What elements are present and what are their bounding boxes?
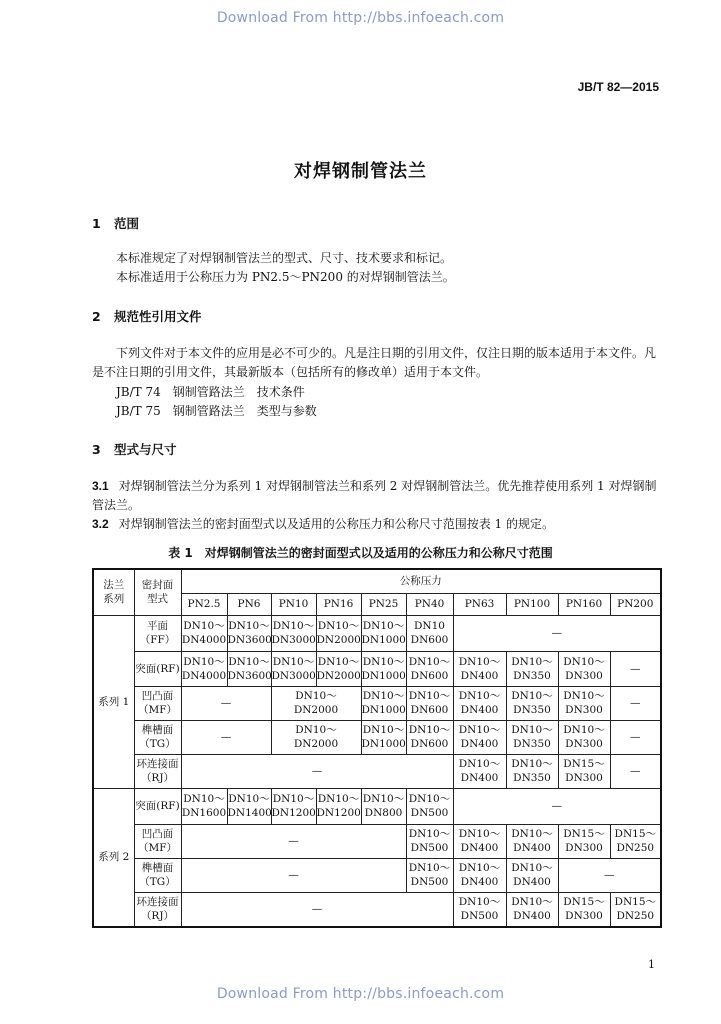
paragraph: 本标准规定了对焊钢制管法兰的型式、尺寸、技术要求和标记。 xyxy=(116,251,453,265)
range-cell: DN10～ DN600 xyxy=(406,686,453,720)
range-cell: DN10～ DN800 xyxy=(361,788,406,824)
range-cell: DN10～ DN400 xyxy=(453,858,506,892)
face-cell: 凹凸面 （MF） xyxy=(134,686,181,720)
table-header-row xyxy=(93,569,661,593)
range-cell: DN10～ DN2000 xyxy=(316,651,361,686)
face-cell: 突面(RF) xyxy=(134,788,181,824)
pressure-cell: PN2.5 xyxy=(181,593,227,615)
range-cell: DN10～ DN400 xyxy=(453,824,506,858)
range-cell: DN10～ DN400 xyxy=(506,892,558,927)
section-number: 1 xyxy=(92,216,101,231)
section-number: 2 xyxy=(92,309,101,324)
range-cell: DN10～ DN300 xyxy=(558,720,610,754)
table-row xyxy=(93,754,661,788)
reference-item: JB/T 75 钢制管路法兰 类型与参数 xyxy=(116,404,317,418)
range-cell: DN10～ DN3000 xyxy=(271,651,316,686)
na-cell: — xyxy=(453,615,661,651)
pressure-cell: PN16 xyxy=(316,593,361,615)
header-pressure: 公称压力 xyxy=(181,569,661,593)
clause-text: 对焊钢制管法兰分为系列 1 对焊钢制管法兰和系列 2 对焊钢制管法兰。优先推荐使用系列 1 对焊钢制管法兰。 xyxy=(92,479,657,512)
range-cell: DN10～ DN350 xyxy=(506,720,558,754)
range-cell: DN10～ DN4000 xyxy=(181,615,227,651)
range-cell: DN10～ DN500 xyxy=(453,892,506,927)
na-cell: — xyxy=(181,686,271,720)
paragraph: 本标准适用于公称压力为 PN2.5～PN200 的对焊钢制管法兰。 xyxy=(116,270,455,284)
na-cell: — xyxy=(610,686,661,720)
table-caption: 表 1 对焊钢制管法兰的密封面型式以及适用的公称压力和公称尺寸范围 xyxy=(168,546,553,560)
watermark-top: Download From http://bbs.infoeach.com xyxy=(216,10,505,26)
section-1-body xyxy=(92,249,660,287)
clause-number: 3.1 xyxy=(92,479,109,493)
face-cell: 环连接面 （RJ） xyxy=(134,892,181,927)
face-cell: 榫槽面 （TG） xyxy=(134,720,181,754)
range-cell: DN10～ DN1200 xyxy=(316,788,361,824)
range-cell: DN10～ DN2000 xyxy=(271,720,361,754)
clause-3-2 xyxy=(92,515,660,534)
pressure-cell: PN200 xyxy=(610,593,661,615)
pressure-cell: PN10 xyxy=(271,593,316,615)
range-cell: DN10～ DN1400 xyxy=(227,788,271,824)
na-cell: — xyxy=(181,824,406,858)
table-row xyxy=(93,615,661,651)
range-cell: DN10～ DN300 xyxy=(558,651,610,686)
pressure-cell: PN40 xyxy=(406,593,453,615)
section-title: 范围 xyxy=(114,216,140,231)
pressure-cell: PN25 xyxy=(361,593,406,615)
range-cell: DN10～ DN1000 xyxy=(361,615,406,651)
paragraph: 下列文件对于本文件的应用是必不可少的。凡是注日期的引用文件，仅注日期的版本适用于本文件。凡是不注日期的引用文件，其最新版本（包括所有的修改单）适用于本文件。 xyxy=(92,346,657,379)
range-cell: DN10～ DN3600 xyxy=(227,651,271,686)
table-row xyxy=(93,858,661,892)
range-cell: DN10～ DN400 xyxy=(506,858,558,892)
range-cell: DN10～ DN3600 xyxy=(227,615,271,651)
range-cell: DN10～ DN400 xyxy=(453,754,506,788)
range-cell: DN10～ DN600 xyxy=(406,720,453,754)
range-cell: DN15～ DN300 xyxy=(558,892,610,927)
range-cell: DN10～ DN1000 xyxy=(361,686,406,720)
na-cell: — xyxy=(181,892,453,927)
range-cell: DN10～ DN400 xyxy=(453,686,506,720)
na-cell: — xyxy=(558,858,661,892)
na-cell: — xyxy=(181,720,271,754)
range-cell: DN15～ DN250 xyxy=(610,824,661,858)
page-number: 1 xyxy=(648,958,655,971)
face-cell: 榫槽面 （TG） xyxy=(134,858,181,892)
range-cell: DN10～ DN1000 xyxy=(361,720,406,754)
pressure-cell: PN6 xyxy=(227,593,271,615)
na-cell: — xyxy=(610,754,661,788)
pressure-cell: PN63 xyxy=(453,593,506,615)
clause-text: 对焊钢制管法兰的密封面型式以及适用的公称压力和公称尺寸范围按表 1 的规定。 xyxy=(118,517,554,531)
table-row xyxy=(93,720,661,754)
range-cell: DN10～ DN350 xyxy=(506,754,558,788)
section-title: 规范性引用文件 xyxy=(114,309,202,324)
range-cell: DN10～ DN400 xyxy=(453,720,506,754)
na-cell: — xyxy=(181,858,406,892)
range-cell: DN10～ DN3000 xyxy=(271,615,316,651)
range-cell: DN15～ DN300 xyxy=(558,754,610,788)
na-cell: — xyxy=(610,720,661,754)
range-cell: DN10～ DN500 xyxy=(406,824,453,858)
table-row xyxy=(93,824,661,858)
range-cell: DN10～ DN2000 xyxy=(316,615,361,651)
range-cell: DN10～ DN400 xyxy=(453,651,506,686)
face-cell: 环连接面 （RJ） xyxy=(134,754,181,788)
flange-spec-table xyxy=(92,568,662,928)
na-cell: — xyxy=(181,754,453,788)
range-cell: DN15～ DN300 xyxy=(558,824,610,858)
range-cell: DN10～ DN500 xyxy=(406,788,453,824)
standard-code: JB/T 82—2015 xyxy=(577,80,659,94)
section-2-body xyxy=(92,344,660,382)
pressure-cell: PN100 xyxy=(506,593,558,615)
pressure-cell: PN160 xyxy=(558,593,610,615)
section-number: 3 xyxy=(92,442,101,457)
range-cell: DN10～ DN350 xyxy=(506,686,558,720)
na-cell: — xyxy=(610,651,661,686)
clause-3-1 xyxy=(92,477,660,515)
header-face: 密封面型式 xyxy=(134,569,181,615)
table-row xyxy=(93,686,661,720)
range-cell: DN10 DN600 xyxy=(406,615,453,651)
table-row xyxy=(93,788,661,824)
range-cell: DN10～ DN400 xyxy=(506,824,558,858)
table-row xyxy=(93,892,661,927)
watermark-bottom: Download From http://bbs.infoeach.com xyxy=(216,986,505,1002)
series-label: 系列 1 xyxy=(93,615,134,788)
range-cell: DN10～ DN500 xyxy=(406,858,453,892)
range-cell: DN10～ DN350 xyxy=(506,651,558,686)
table-row xyxy=(93,651,661,686)
na-cell: — xyxy=(453,788,661,824)
range-cell: DN15～ DN250 xyxy=(610,892,661,927)
range-cell: DN10～ DN300 xyxy=(558,686,610,720)
face-cell: 平面 （FF） xyxy=(134,615,181,651)
section-2-heading xyxy=(92,307,202,325)
range-cell: DN10～ DN1600 xyxy=(181,788,227,824)
range-cell: DN10～ DN2000 xyxy=(271,686,361,720)
section-title: 型式与尺寸 xyxy=(114,442,177,457)
header-series: 法兰系列 xyxy=(93,569,134,615)
face-cell: 凹凸面 （MF） xyxy=(134,824,181,858)
range-cell: DN10～ DN1000 xyxy=(361,651,406,686)
section-3-heading xyxy=(92,440,177,458)
document-title: 对焊钢制管法兰 xyxy=(294,161,427,182)
clause-number: 3.2 xyxy=(92,517,109,531)
range-cell: DN10～ DN4000 xyxy=(181,651,227,686)
face-cell: 突面(RF) xyxy=(134,651,181,686)
section-1-heading xyxy=(92,214,139,232)
range-cell: DN10～ DN600 xyxy=(406,651,453,686)
range-cell: DN10～ DN1200 xyxy=(271,788,316,824)
reference-item: JB/T 74 钢制管路法兰 技术条件 xyxy=(116,385,305,399)
series-label: 系列 2 xyxy=(93,788,134,927)
